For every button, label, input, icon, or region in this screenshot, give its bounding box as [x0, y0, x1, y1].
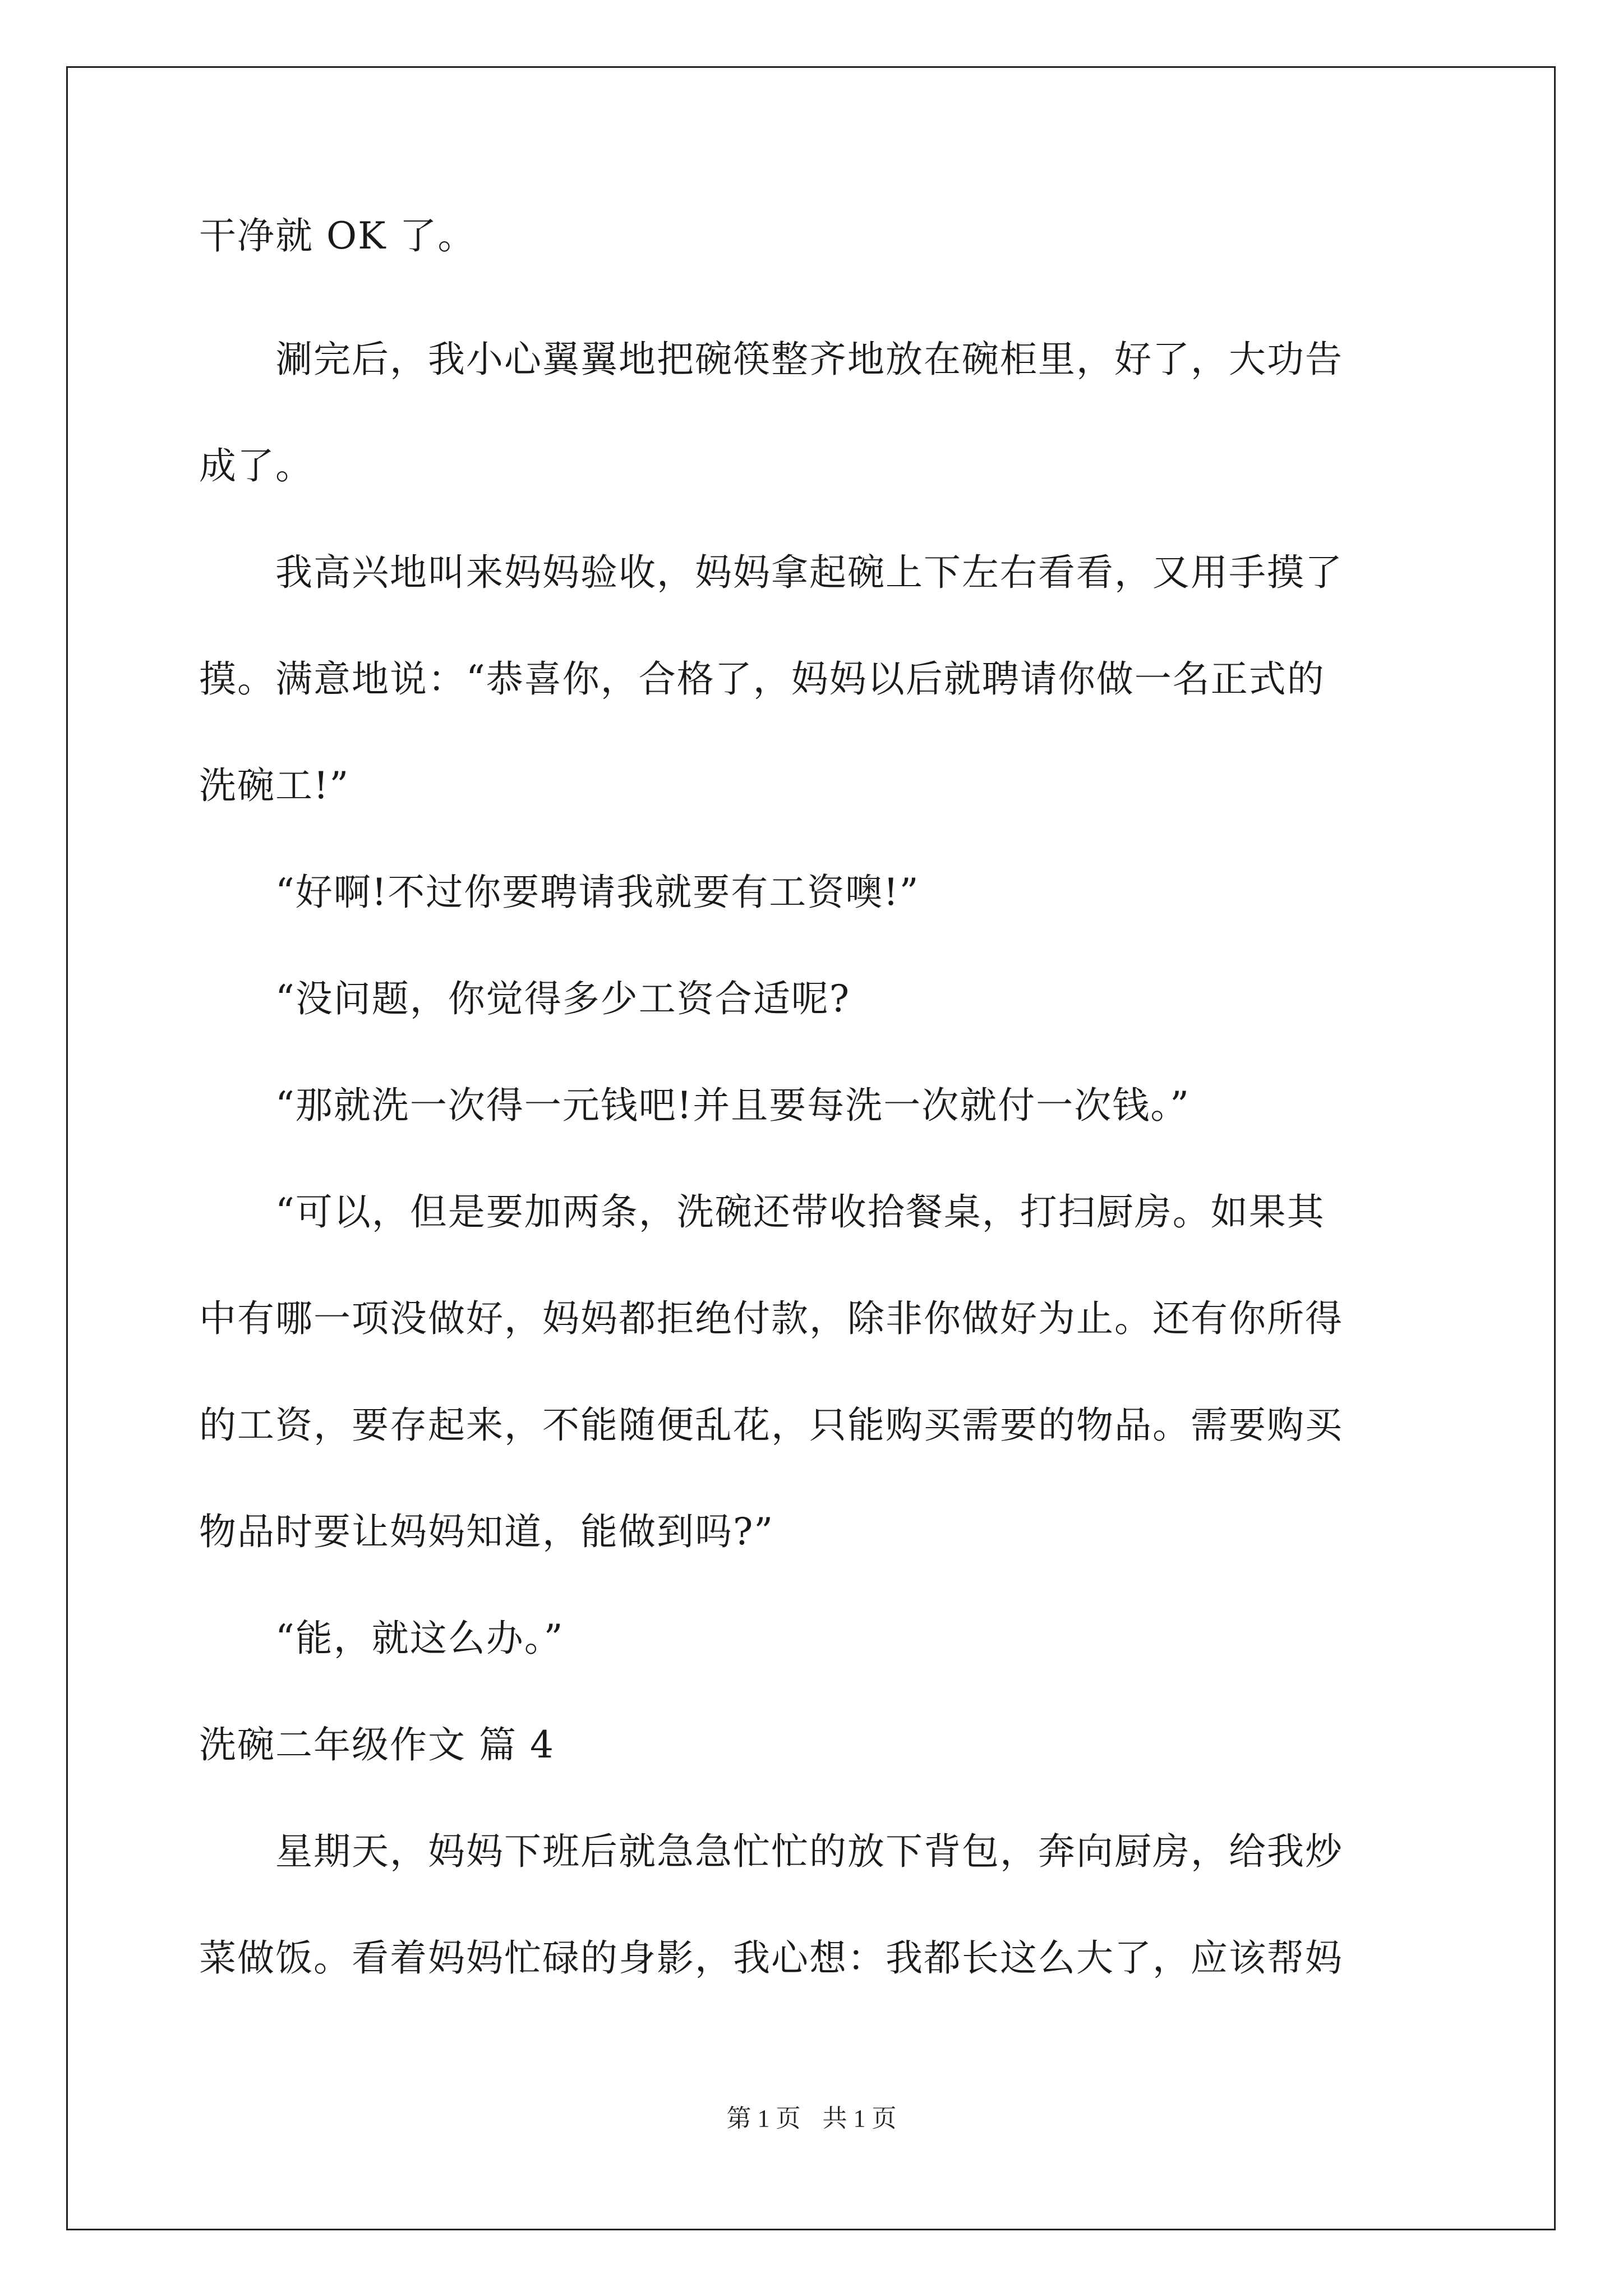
section-heading: 洗碗二年级作文 篇 4: [199, 1723, 555, 1766]
page-total: 共 1 页: [822, 2105, 897, 2132]
text-line: 涮完后，我小心翼翼地把碗筷整齐地放在碗柜里，好了，大功告: [199, 338, 1343, 381]
text-line: 菜做饭。看着妈妈忙碌的身影，我心想：我都长这么大了，应该帮妈: [199, 1936, 1343, 1980]
text-line: “可以，但是要加两条，洗碗还带收拾餐桌，打扫厨房。如果其: [199, 1190, 1325, 1234]
text-line: 我高兴地叫来妈妈验收，妈妈拿起碗上下左右看看，又用手摸了: [199, 551, 1343, 594]
text-line: 星期天，妈妈下班后就急急忙忙的放下背包，奔向厨房，给我炒: [199, 1830, 1343, 1873]
text-line: 的工资，要存起来，不能随便乱花，只能购买需要的物品。需要购买: [199, 1404, 1343, 1447]
text-line: 成了。: [199, 444, 313, 487]
text-line: 摸。满意地说：“恭喜你，合格了，妈妈以后就聘请你做一名正式的: [199, 657, 1325, 701]
page-border: [66, 66, 1556, 2230]
text-line: “没问题，你觉得多少工资合适呢?: [199, 977, 851, 1020]
text-line: 物品时要让妈妈知道，能做到吗?”: [199, 1510, 774, 1553]
page-number: 第 1 页: [726, 2105, 801, 2132]
page-footer: [0, 2098, 1623, 2134]
text-line: “好啊!不过你要聘请我就要有工资噢!”: [199, 871, 920, 914]
text-line: “能，就这么办。”: [199, 1617, 564, 1660]
text-line: 中有哪一项没做好，妈妈都拒绝付款，除非你做好为止。还有你所得: [199, 1297, 1343, 1340]
text-line: “那就洗一次得一元钱吧!并且要每洗一次就付一次钱。”: [199, 1084, 1191, 1127]
text-line: 干净就 OK 了。: [199, 214, 476, 257]
text-line: 洗碗工!”: [199, 764, 350, 807]
